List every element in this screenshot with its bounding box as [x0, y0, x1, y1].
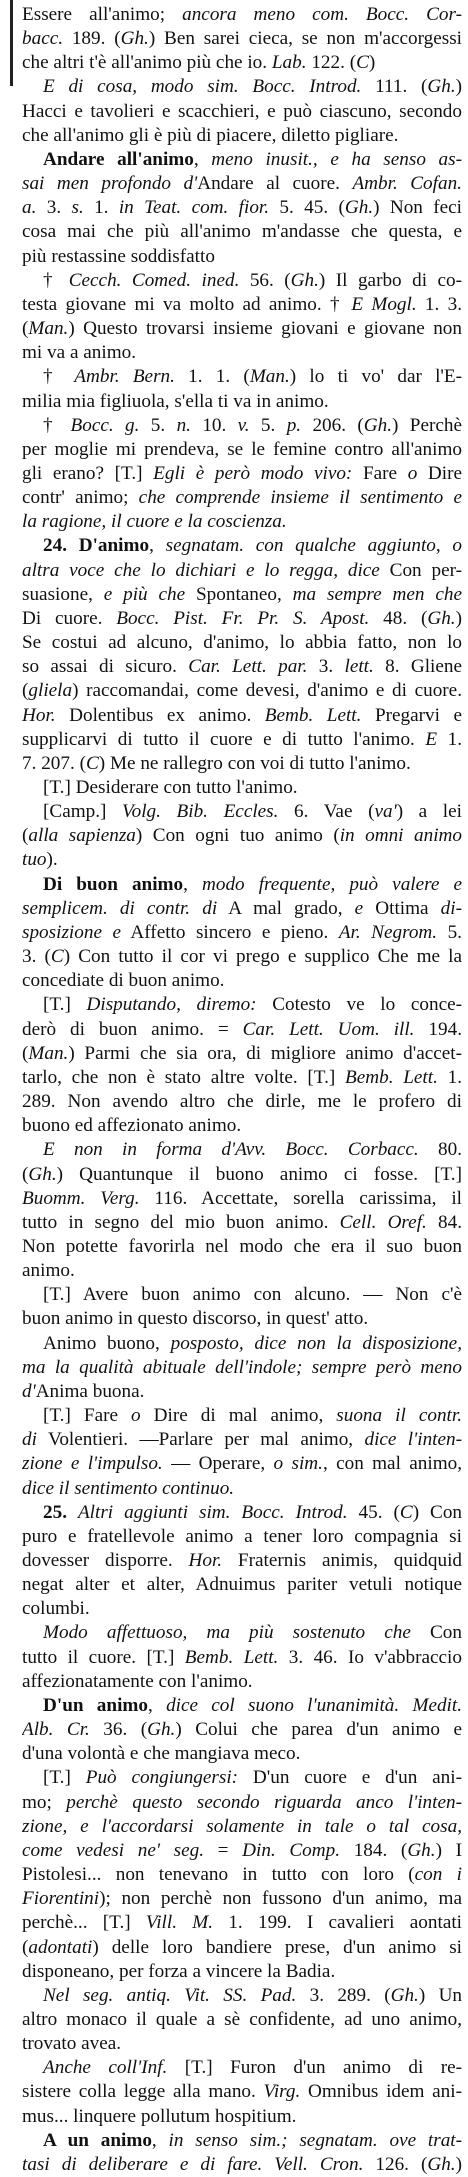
- text-line: dovesser disporre. Hor. Fraternis animis, quidquid: [22, 1550, 462, 1571]
- text-line: semplicem. di contr. di A mal grado, e Ottima di-: [22, 897, 462, 919]
- text-line: testa giovane mi va molto ad animo. † E Mogl. 1. 3.: [22, 293, 462, 315]
- text-line: zione, e l'accordarsi solamente in tale o tal cosa,: [22, 1815, 462, 1837]
- text-line: animo.: [22, 1260, 75, 1282]
- text-line: Nel seg. antiq. Vit. SS. Pad. 3. 289. (Gh.) Un: [43, 1984, 462, 2006]
- text-line: Andare all'animo, meno inusit., e ha senso as-: [43, 148, 462, 170]
- text-line: 25. Altri aggiunti sim. Bocc. Introd. 45. (C) Con: [43, 1501, 462, 1523]
- text-line: la ragione, il cuore e la coscienza.: [22, 511, 287, 533]
- text-line: negat alter et alter, Adnuimus pariter vetuli notique: [22, 1574, 462, 1596]
- text-line: a. 3. s. 1. in Teat. com. fior. 5. 45. (Gh.) Non feci: [22, 197, 462, 219]
- text-line: † Cecch. Comed. ined. 56. (Gh.) Il garbo di co-: [43, 269, 462, 291]
- text-line: mi va a animo.: [22, 342, 137, 364]
- text-line: (Man.) Questo trovarsi insieme giovani e giovane non: [22, 318, 462, 340]
- text-line: milia mia figliuola, s'ella ti va in animo.: [22, 390, 329, 412]
- text-line: E di cosa, modo sim. Bocc. Introd. 111. (Gh.): [43, 76, 462, 98]
- text-line: gli erano? [T.] Egli è però modo vivo: Fare o Dire: [22, 462, 462, 484]
- text-line: zione e l'impulso. — Operare, o sim., con mal animo,: [22, 1453, 462, 1475]
- text-line: tarlo, che non è stato altre volte. [T.] Bemb. Lett. 1.: [22, 1066, 462, 1088]
- text-line: d'Anima buona.: [22, 1380, 145, 1402]
- text-line: puro e fratellevole animo a tener loro compagnia si: [22, 1525, 462, 1547]
- text-line: † Bocc. g. 5. n. 10. v. 5. p. 206. (Gh.) Perchè: [43, 414, 462, 436]
- text-line: tasi di deliberare e di fare. Vell. Cron. 126. (Gh.): [22, 2153, 462, 2175]
- text-line: D'un animo, dice col suono l'unanimità. Medit.: [43, 1694, 462, 1716]
- text-line: perchè... [T.] Vill. M. 1. 199. I cavalieri aontati: [22, 1912, 462, 1934]
- text-line: ma la qualità abituale dell'indole; sempre però meno: [22, 1356, 462, 1378]
- text-line: 3. (C) Con tutto il cor vi prego e supplico Che me la: [22, 946, 462, 968]
- text-line: (adontati) delle loro bandiere prese, d'un animo si: [22, 1936, 462, 1958]
- text-line: 289. Non avendo altro che dirle, me le profero di: [22, 1091, 462, 1113]
- text-line: suasione, e più che Spontaneo, ma sempre men che: [22, 583, 462, 605]
- text-line: so assai di sicuro. Car. Lett. par. 3. lett. 8. Gliene: [22, 656, 462, 678]
- text-line: che all'animo gli è più di piacere, diletto pigliare.: [22, 124, 399, 146]
- text-line: trovato avea.: [22, 2033, 122, 2055]
- text-line: Fiorentini); non perchè non fussono d'un animo, ma: [22, 1888, 462, 1910]
- text-line: columbi.: [22, 1598, 90, 1620]
- text-line: altra voce che lo dichiari e lo regga, dice Con per-: [22, 559, 462, 581]
- column-edge-mark: [10, 0, 13, 86]
- entry-text: [22, 3, 462, 2177]
- text-line: Di buon animo, modo frequente, può valere e: [43, 873, 462, 895]
- text-line: per moglie mi prendeva, se le femine contro all'animo: [22, 438, 462, 460]
- text-line: derò di buon animo. = Car. Lett. Uom. ill. 194.: [22, 1018, 462, 1040]
- text-line: † Ambr. Bern. 1. 1. (Man.) lo ti vo' dar l'E-: [43, 366, 462, 388]
- text-line: Anche coll'Inf. [T.] Furon d'un animo di re-: [43, 2057, 462, 2079]
- text-line: di Volentieri. —Parlare per mal animo, dice l'inten-: [22, 1429, 462, 1451]
- text-line: Essere all'animo; ancora meno com. Bocc. Cor-: [22, 4, 462, 25]
- text-line: buon animo in questo discorso, in quest' atto.: [22, 1308, 369, 1330]
- text-line: (Man.) Parmi che sia ora, di migliore animo d'accet-: [22, 1042, 462, 1064]
- text-line: (alla sapienza) Con ogni tuo animo (in omni animo: [22, 825, 462, 847]
- text-line: mo; perchè questo secondo riguarda anco l'inten-: [22, 1791, 462, 1813]
- text-line: E non in forma d'Avv. Bocc. Corbacc. 80.: [43, 1139, 462, 1161]
- text-line: concediate di buon animo.: [22, 970, 225, 992]
- text-line: più restassine soddisfatto: [22, 245, 215, 267]
- text-line: disponeano, per forza a vincere la Badia.: [22, 1960, 336, 1982]
- text-line: Pistolesi... non tenevano in tutto con loro (con i: [22, 1864, 462, 1886]
- text-line: Alb. Cr. 36. (Gh.) Colui che parea d'un animo e: [22, 1719, 462, 1741]
- text-line: come vedesi ne' seg. = Din. Comp. 184. (Gh.) I: [22, 1839, 462, 1861]
- text-line: Hacci e tavolieri e scacchieri, e può ciascuno, secondo: [22, 100, 462, 122]
- text-line: [T.] Disputando, diremo: Cotesto ve lo conce-: [43, 994, 462, 1016]
- text-line: contr' animo; che comprende insieme il sentimento e: [22, 487, 462, 509]
- text-line: Buomm. Verg. 116. Accettate, sorella carissima, il: [22, 1187, 462, 1209]
- text-line: 7. 207. (C) Me ne rallegro con voi di tutto l'animo.: [22, 752, 411, 774]
- text-line: [T.] Desiderare con tutto l'animo.: [43, 777, 298, 798]
- text-line: [T.] Fare o Dire di mal animo, suona il contr.: [43, 1405, 462, 1427]
- text-line: 24. D'animo, segnatam. con qualche aggiunto, o: [43, 535, 462, 557]
- text-line: mus... linquere pollutum hospitium.: [22, 2105, 297, 2127]
- text-line: (gliela) raccomandai, come devesi, d'animo e di cuore.: [22, 680, 462, 702]
- text-line: tuo).: [22, 849, 58, 871]
- text-line: cosa mai che più all'animo m'andasse che questa, e: [22, 221, 462, 243]
- text-line: sai men profondo d'Andare al cuore. Ambr. Cofan.: [22, 173, 462, 195]
- text-line: Modo affettuoso, ma più sostenuto che Con: [43, 1622, 462, 1644]
- text-line: (Gh.) Quantunque il buono animo ci fosse. [T.]: [22, 1163, 462, 1185]
- text-line: A un animo, in senso sim.; segnatam. ove trat-: [43, 2129, 462, 2151]
- text-line: Di cuore. Bocc. Pist. Fr. Pr. S. Apost. 48. (Gh.): [22, 607, 462, 629]
- text-line: tutto in segno del mio buon animo. Cell. Oref. 84.: [22, 1211, 462, 1233]
- text-line: d'una volontà e che mangiava meco.: [22, 1743, 301, 1765]
- text-line: supplicarvi di tutto il cuore e di tutto l'animo. E 1.: [22, 728, 462, 750]
- text-line: che altri t'è all'animo più che io. Lab. 122. (C): [22, 52, 376, 74]
- text-line: sposizione e Affetto sincero e pieno. Ar. Negrom. 5.: [22, 921, 462, 943]
- text-line: [T.] Avere buon animo con alcuno. — Non c'è: [43, 1284, 462, 1306]
- text-line: tutto il cuore. [T.] Bemb. Lett. 3. 46. Io v'abbraccio: [22, 1646, 462, 1668]
- text-line: [T.] Può congiungersi: D'un cuore e d'un ani-: [43, 1767, 462, 1789]
- text-line: affezionatamente con l'animo.: [22, 1670, 253, 1692]
- text-line: bacc. 189. (Gh.) Ben sarei cieca, se non m'accorgessi: [22, 28, 462, 50]
- text-line: Se costui ad alcuno, d'animo, lo abbia fatto, non lo: [22, 632, 462, 654]
- text-line: dice il sentimento continuo.: [22, 1477, 235, 1499]
- text-line: altro monaco il quale a sè confidente, ad uno animo,: [22, 2008, 462, 2030]
- text-line: Non potette favorirla nel modo che era il suo buon: [22, 1235, 462, 1257]
- text-line: buono ed affezionato animo.: [22, 1115, 242, 1137]
- text-line: Animo buono, posposto, dice non la disposizione,: [43, 1332, 462, 1354]
- text-line: Hor. Dolentibus ex animo. Bemb. Lett. Pregarvi e: [22, 704, 462, 726]
- text-line: [Camp.] Volg. Bib. Eccles. 6. Vae (va') a lei: [43, 801, 462, 823]
- text-line: sistere colla legge alla mano. Virg. Omnibus idem ani-: [22, 2081, 462, 2103]
